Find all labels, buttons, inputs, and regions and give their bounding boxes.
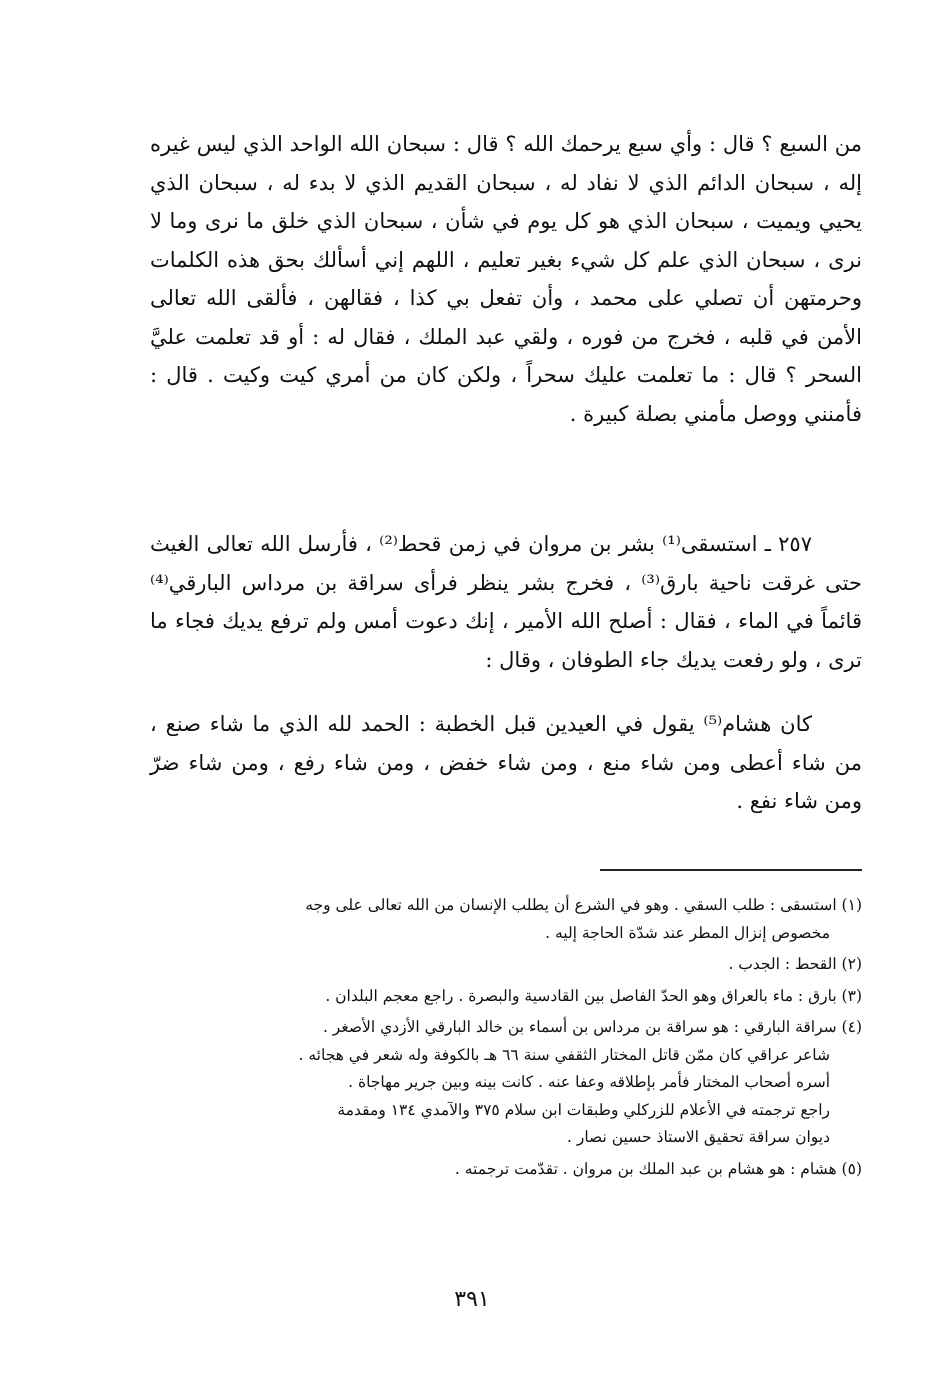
footnote-line: مخصوص إنزال المطر عند شدّة الحاجة إليه . bbox=[545, 923, 830, 942]
footnote-line: (٣) بارق : ماء بالعراق وهو الحدّ الفاصل بين القادسية والبصرة . راجع معجم البلدان . bbox=[325, 986, 862, 1005]
footnotes-list bbox=[150, 892, 862, 1187]
footnote-4 bbox=[150, 1014, 862, 1152]
footnote-5 bbox=[150, 1156, 862, 1184]
main-paragraph-257: ٢٥٧ ـ استسقى⁽¹⁾ بشر بن مروان في زمن قحط⁽²⁾ ، فأرسل الله تعالى الغيث حتى غرقت ناحية بارق⁽³⁾ ، فخرج بشر ينظر فرأى سراقة بن مرداس البارقي⁽⁴⁾ قائماً في الماء ، فقال : أصلح الله الأمير ، إنك دعوت أمس ولم ترفع يديك فجاء ما ترى ، ولو رفعت يديك جاء الطوفان ، وقال : bbox=[150, 532, 863, 672]
footnote-line: (١) استسقى : طلب السقي . وهو في الشرع أن يطلب الإنسان من الله تعالى على وجه bbox=[305, 896, 862, 914]
footnote-line: أسره أصحاب المختار فأمر بإطلاقه وعفا عنه . كانت بينه وبين جرير مهاجاة . bbox=[348, 1073, 830, 1091]
page-number: ٣٩١ bbox=[454, 1287, 490, 1312]
footnote-3 bbox=[150, 983, 862, 1011]
footnote-1 bbox=[150, 892, 862, 947]
footnote-line: (٤) سراقة البارقي : هو سراقة بن مرداس بن أسماء بن خالد البارقي الأزدي الأصغر . bbox=[322, 1018, 862, 1036]
footnote-line: راجع ترجمته في الأعلام للزركلي وطبقات ابن سلام ٣٧٥ والآمدي ١٣٤ ومقدمة bbox=[337, 1100, 830, 1119]
footnote-2 bbox=[150, 951, 862, 979]
footnote-separator-rule bbox=[600, 869, 862, 871]
footnote-line: ديوان سراقة تحقيق الاستاذ حسين نصار . bbox=[566, 1128, 830, 1146]
footnote-line: (٢) القحط : الجدب . bbox=[728, 955, 862, 973]
main-paragraph-continuation: من السبع ؟ قال : وأي سبع يرحمك الله ؟ قال : سبحان الله الواحد الذي ليس غيره إله ، سبحان الدائم الذي لا نفاد له ، سبحان القديم الذي لا بدء له ، سبحان الذي يحيي ويميت ، سبحان الذي هو كل يوم في شأن ، سبحان الذي خلق ما نرى وما لا نرى ، سبحان الذي علم كل شيء بغير تعليم ، اللهم إني أسألك بحق هذه الكلمات وحرمتهن أن تصلي على محمد ، وأن تفعل بي كذا ، فقالهن ، فألقى الله تعالى الأمن في قلبه ، فخرج من فوره ، ولقي عبد الملك ، فقال له : أو قد تعلمت عليَّ السحر ؟ قال : ما تعلمت عليك سحراً ، ولكن كان من أمري كيت وكيت . قال : فأمنني ووصل مأمني بصلة كبيرة . bbox=[150, 132, 862, 426]
footnote-line: (٥) هشام : هو هشام بن عبد الملك بن مروان . تقدّمت ترجمته . bbox=[454, 1159, 862, 1178]
main-paragraph-hisham: كان هشام⁽⁵⁾ يقول في العيدين قبل الخطبة : الحمد لله الذي ما شاء صنع ، من شاء أعطى ومن شاء منع ، ومن شاء خفض ، ومن شاء رفع ، ومن شاء ضرّ ومن شاء نفع . bbox=[150, 712, 862, 813]
footnote-line: شاعر عراقي كان ممّن قاتل المختار الثقفي سنة ٦٦ هـ بالكوفة وله شعر في هجائه . bbox=[298, 1045, 830, 1064]
